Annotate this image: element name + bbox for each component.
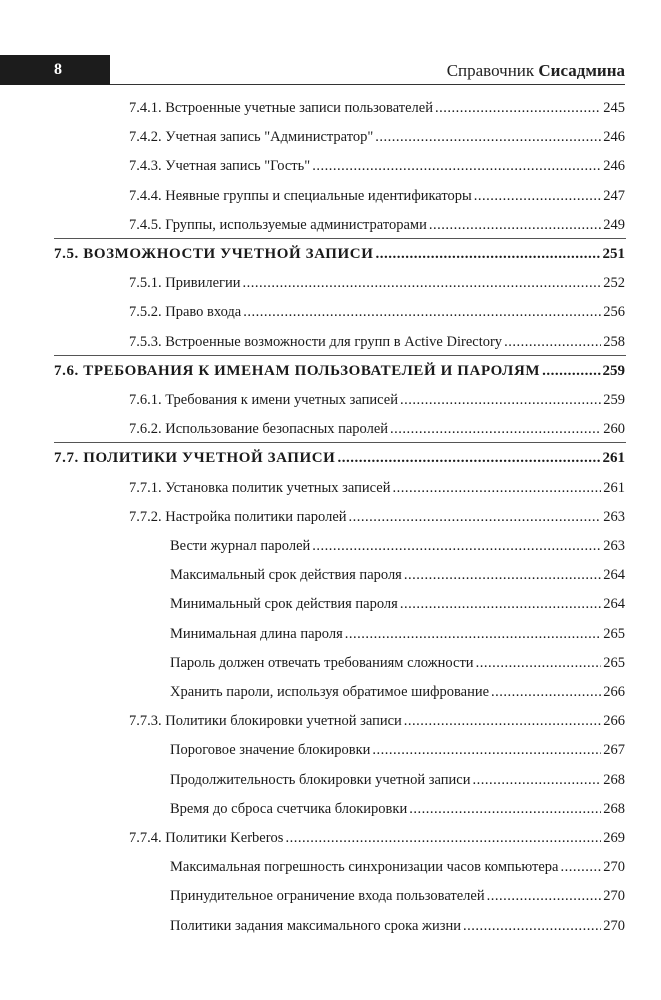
toc-entry-title: Минимальная длина пароля: [170, 625, 343, 642]
toc-entry-title: 7.5.2. Право входа: [129, 304, 242, 321]
toc-entry-title: Продолжительность блокировки учетной записи: [170, 771, 471, 788]
toc-entry[interactable]: [170, 684, 625, 701]
page-header: [0, 55, 661, 87]
toc-entry-title: Хранить пароли, используя обратимое шифрование: [170, 684, 490, 700]
toc-entry-page: 246: [603, 129, 625, 146]
toc-entry-page: 261: [602, 450, 625, 467]
toc-entry-page: 252: [603, 275, 625, 292]
toc-entry-title: 7.5. ВОЗМОЖНОСТИ УЧЕТНОЙ ЗАПИСИ: [54, 246, 374, 262]
toc-entry[interactable]: [170, 655, 625, 672]
toc-entry-page: 251: [602, 246, 625, 262]
toc-entry-page: 270: [603, 917, 625, 934]
toc-entry-page: 261: [603, 479, 625, 496]
toc-entry-page: 263: [603, 508, 625, 525]
toc-entry[interactable]: [170, 801, 625, 818]
dot-leader: [463, 918, 601, 935]
toc-entry[interactable]: [129, 304, 625, 321]
dot-leader: [491, 684, 601, 701]
toc-entry[interactable]: [129, 275, 625, 292]
toc-entry[interactable]: [54, 450, 625, 467]
toc-entry-page: 264: [603, 567, 625, 584]
toc-entry[interactable]: [129, 421, 625, 438]
toc-entry[interactable]: [170, 596, 625, 613]
toc-entry-title: Максимальная погрешность синхронизации часов компьютера: [170, 859, 559, 876]
toc-entry[interactable]: [129, 217, 625, 234]
dot-leader: [345, 626, 601, 643]
dot-leader: [404, 567, 601, 584]
toc-entry-page: 259: [603, 392, 625, 408]
section-divider: [54, 238, 626, 239]
toc-entry-title: Максимальный срок действия пароля: [170, 567, 402, 584]
toc-entry-page: 249: [603, 216, 625, 233]
toc-entry-title: Вести журнал паролей: [170, 538, 311, 554]
toc-entry-page: 266: [603, 684, 625, 700]
dot-leader: [487, 888, 602, 905]
toc-entry-title: Политики задания максимального срока жизни: [170, 917, 462, 934]
running-title-bold: Сисадмина: [538, 61, 625, 80]
dot-leader: [242, 275, 601, 292]
toc-entry-title: Пароль должен отвечать требованиям сложности: [170, 654, 474, 671]
section-divider: [54, 442, 626, 443]
toc-entry-title: Пороговое значение блокировки: [170, 742, 371, 759]
section-divider: [54, 355, 626, 356]
toc-entry-page: 265: [603, 654, 625, 671]
running-title: [447, 61, 625, 81]
dot-leader: [429, 217, 601, 234]
toc-entry[interactable]: [129, 100, 625, 117]
dot-leader: [474, 188, 602, 205]
dot-leader: [376, 246, 601, 263]
dot-leader: [504, 334, 601, 351]
dot-leader: [400, 392, 601, 409]
toc-entry[interactable]: [129, 480, 625, 497]
dot-leader: [542, 363, 600, 380]
toc-entry-page: 266: [603, 713, 625, 730]
toc-entry-page: 270: [603, 859, 625, 876]
dot-leader: [392, 480, 601, 497]
dot-leader: [435, 100, 601, 117]
toc-entry[interactable]: [54, 363, 625, 380]
toc-entry-title: 7.7.3. Политики блокировки учетной записи: [129, 713, 402, 730]
toc-entry-title: 7.6. ТРЕБОВАНИЯ К ИМЕНАМ ПОЛЬЗОВАТЕЛЕЙ И ПАРОЛЯМ: [54, 362, 541, 379]
dot-leader: [473, 772, 602, 789]
dot-leader: [476, 655, 602, 672]
toc-entry[interactable]: [129, 392, 625, 409]
toc-entry[interactable]: [170, 538, 625, 555]
toc-entry-title: 7.5.1. Привилегии: [129, 275, 241, 292]
toc-entry-page: 265: [603, 625, 625, 642]
toc-entry-title: 7.4.2. Учетная запись "Администратор": [129, 129, 374, 146]
toc-entry[interactable]: [170, 888, 625, 905]
running-title-plain: Справочник: [446, 61, 539, 80]
toc-entry-page: 268: [603, 771, 625, 788]
dot-leader: [404, 713, 601, 730]
toc-entry-title: Время до сброса счетчика блокировки: [170, 800, 408, 817]
toc-entry-title: 7.4.3. Учетная запись "Гость": [129, 158, 311, 175]
dot-leader: [560, 859, 601, 876]
toc-entry-title: 7.4.5. Группы, используемые администраторами: [129, 216, 427, 233]
toc-entry-title: 7.4.1. Встроенные учетные записи пользователей: [129, 100, 433, 116]
toc-entry[interactable]: [170, 772, 625, 789]
toc-entry[interactable]: [129, 830, 625, 847]
toc-entry[interactable]: [129, 188, 625, 205]
toc-entry-page: 259: [602, 362, 625, 379]
toc-entry[interactable]: [170, 742, 625, 759]
toc-entry-page: 269: [603, 830, 625, 846]
toc-entry-page: 260: [603, 421, 625, 438]
toc-entry-page: 264: [603, 596, 625, 613]
toc-entry[interactable]: [129, 158, 625, 175]
toc-entry[interactable]: [170, 859, 625, 876]
dot-leader: [349, 509, 602, 526]
dot-leader: [409, 801, 601, 818]
toc-entry-page: 258: [603, 333, 625, 350]
toc-entry[interactable]: [170, 567, 625, 584]
toc-entry-title: Минимальный срок действия пароля: [170, 596, 398, 613]
toc-entry-page: 245: [603, 100, 625, 116]
toc-entry-page: 268: [603, 800, 625, 817]
toc-entry-page: 256: [603, 304, 625, 321]
toc-entry-title: 7.7.2. Настройка политики паролей: [129, 508, 347, 525]
toc-entry-page: 247: [603, 187, 625, 204]
toc-entry-page: 246: [603, 158, 625, 175]
dot-leader: [312, 538, 601, 555]
toc-entry-page: 267: [603, 742, 625, 759]
toc-entry-title: 7.7.1. Установка политик учетных записей: [129, 479, 391, 496]
toc-entry[interactable]: [129, 129, 625, 146]
toc-entry[interactable]: [129, 509, 625, 526]
dot-leader: [400, 596, 601, 613]
dot-leader: [390, 421, 601, 438]
toc-entry[interactable]: [170, 918, 625, 935]
toc-entry-title: Принудительное ограничение входа пользователей: [170, 888, 485, 905]
toc-entry-title: 7.7. ПОЛИТИКИ УЧЕТНОЙ ЗАПИСИ: [54, 450, 336, 467]
page-number: 8: [54, 61, 62, 78]
dot-leader: [312, 158, 601, 175]
toc-entry-title: 7.6.1. Требования к имени учетных записей: [129, 392, 398, 408]
toc-entry-title: 7.5.3. Встроенные возможности для групп в Active Directory: [129, 333, 503, 350]
toc-entry-title: 7.6.2. Использование безопасных паролей: [129, 421, 389, 438]
dot-leader: [372, 742, 601, 759]
toc-entry-page: 263: [603, 538, 625, 554]
toc-entry-page: 270: [603, 888, 625, 905]
toc-entry-title: 7.4.4. Неявные группы и специальные идентификаторы: [129, 187, 472, 204]
page-number-block: [0, 55, 110, 85]
toc-entry[interactable]: [129, 334, 625, 351]
header-rule: [110, 84, 625, 85]
dot-leader: [375, 129, 601, 146]
toc-entry[interactable]: [170, 626, 625, 643]
dot-leader: [243, 304, 601, 321]
toc-entry-title: 7.7.4. Политики Kerberos: [129, 830, 284, 846]
dot-leader: [337, 450, 600, 467]
toc-entry[interactable]: [54, 246, 625, 263]
toc-entry[interactable]: [129, 713, 625, 730]
dot-leader: [285, 830, 601, 847]
